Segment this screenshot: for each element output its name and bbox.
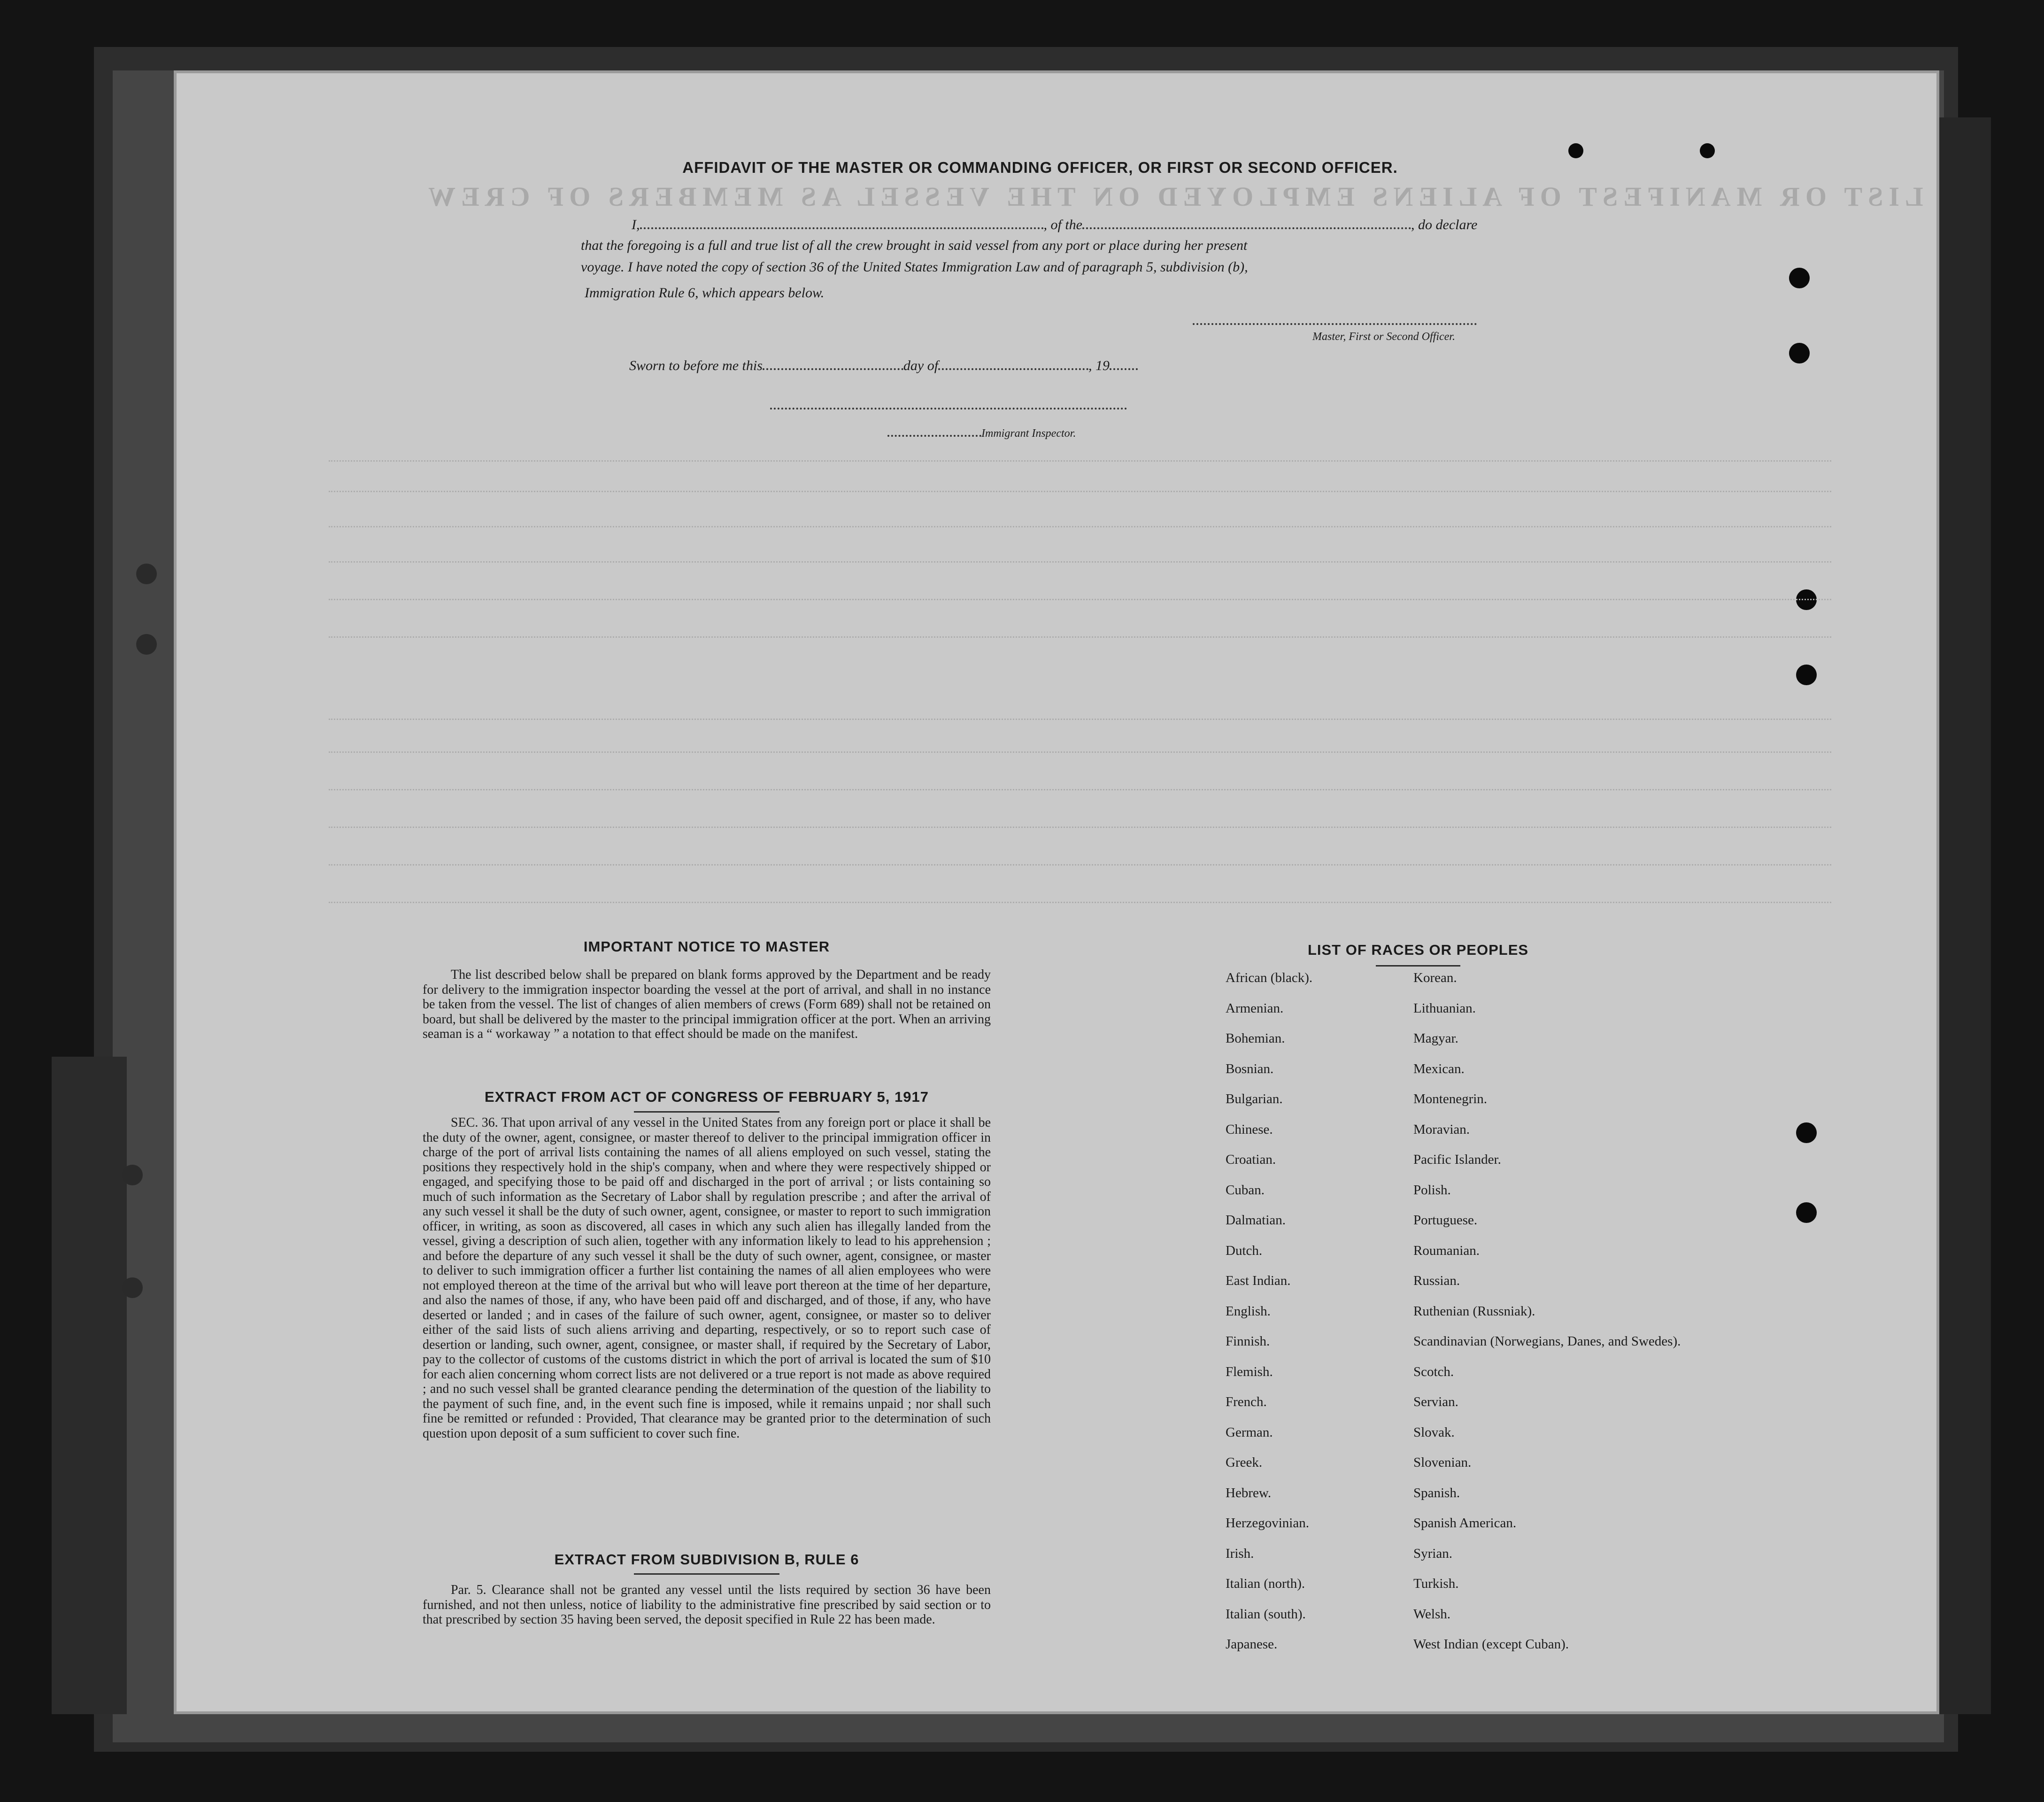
race-item: Portuguese. xyxy=(1413,1213,1478,1228)
race-item: Bohemian. xyxy=(1226,1031,1285,1046)
vessel-blank xyxy=(1082,218,1411,229)
race-item: Slovenian. xyxy=(1413,1455,1472,1470)
race-item: Italian (south). xyxy=(1226,1606,1306,1622)
race-item: Korean. xyxy=(1413,970,1457,985)
punch-hole xyxy=(1568,143,1583,158)
race-item: Montenegrin. xyxy=(1413,1091,1488,1106)
page-edges-left xyxy=(52,1057,127,1714)
race-item: Armenian. xyxy=(1226,1000,1284,1016)
punch-hole xyxy=(136,634,157,655)
inspector-blank xyxy=(887,428,981,437)
race-item: Magyar. xyxy=(1413,1031,1458,1046)
race-item: Turkish. xyxy=(1413,1576,1459,1591)
sworn-line xyxy=(629,358,1138,374)
rule-extract-body: Par. 5. Clearance shall not be granted any vessel until the lists required by section 36 have been furnished, and not then unless, notice of liability to the administrative fine prescribed by said section or to that prescribed by section 35 having been served, the deposit specified in Rule 22 has been made. xyxy=(423,1583,991,1627)
race-item: Slovak. xyxy=(1413,1424,1455,1440)
punch-hole xyxy=(1796,1122,1817,1143)
race-item: English. xyxy=(1226,1303,1271,1319)
race-item: French. xyxy=(1226,1394,1267,1409)
bleed-through-row xyxy=(329,827,1831,836)
affidavit-title: AFFIDAVIT OF THE MASTER OR COMMANDING OFFICER, OR FIRST OR SECOND OFFICER. xyxy=(682,159,1398,176)
race-item: Finnish. xyxy=(1226,1334,1270,1349)
day-blank xyxy=(763,359,903,370)
races-rule xyxy=(1376,965,1460,967)
affidavit-line-2: that the foregoing is a full and true list of all the crew brought in said vessel from any port or place during her present xyxy=(581,238,1248,253)
punch-hole xyxy=(122,1277,143,1298)
race-item: Spanish American. xyxy=(1413,1516,1517,1531)
races-title: LIST OF RACES OR PEOPLES xyxy=(1307,942,1529,958)
race-item: Greek. xyxy=(1226,1455,1263,1470)
bleed-through-row xyxy=(329,719,1831,728)
races-list-right xyxy=(1413,971,1681,1668)
race-item: Pacific Islander. xyxy=(1413,1152,1501,1167)
race-item: Moravian. xyxy=(1413,1121,1470,1137)
race-item: Servian. xyxy=(1413,1394,1458,1409)
affidavit-line-3: voyage. I have noted the copy of section 36 of the United States Immigration Law and of paragraph 5, subdivision (b), xyxy=(581,259,1248,275)
punch-hole xyxy=(1789,343,1810,363)
race-item: Dutch. xyxy=(1226,1243,1263,1258)
race-item: Lithuanian. xyxy=(1413,1000,1476,1016)
race-item: Scandinavian (Norwegians, Danes, and Swedes). xyxy=(1413,1334,1681,1349)
punch-hole xyxy=(1796,1202,1817,1223)
punch-hole xyxy=(136,564,157,584)
race-item: Ruthenian (Russniak). xyxy=(1413,1303,1535,1319)
race-item: Italian (north). xyxy=(1226,1576,1305,1591)
race-item: West Indian (except Cuban). xyxy=(1413,1637,1569,1652)
inspector-line xyxy=(887,427,1076,440)
signature-label: Master, First or Second Officer. xyxy=(1312,331,1455,343)
bleed-through-row xyxy=(329,599,1831,609)
race-item: Bulgarian. xyxy=(1226,1091,1283,1106)
month-blank xyxy=(938,359,1088,370)
race-item: Russian. xyxy=(1413,1273,1460,1288)
notice-title: IMPORTANT NOTICE TO MASTER xyxy=(583,938,830,955)
race-item: Flemish. xyxy=(1226,1364,1273,1379)
bleed-through-row xyxy=(329,751,1831,761)
rule-extract-title: EXTRACT FROM SUBDIVISION B, RULE 6 xyxy=(554,1551,859,1568)
affidavit-line-4: Immigration Rule 6, which appears below. xyxy=(585,285,825,301)
bleed-through-row xyxy=(329,491,1831,501)
bleed-through-row xyxy=(329,789,1831,799)
race-item: East Indian. xyxy=(1226,1273,1291,1288)
race-item: Polish. xyxy=(1413,1182,1451,1198)
sworn-day-of: day of xyxy=(903,358,939,373)
race-item: Chinese. xyxy=(1226,1121,1273,1137)
race-item: Mexican. xyxy=(1413,1061,1465,1076)
punch-hole xyxy=(1796,665,1817,685)
race-item: Spanish. xyxy=(1413,1485,1460,1500)
race-item: Japanese. xyxy=(1226,1637,1278,1652)
sworn-year: , 19 xyxy=(1088,358,1110,373)
race-item: African (black). xyxy=(1226,970,1313,985)
bleed-through-row xyxy=(329,636,1831,646)
inspector-signature-line xyxy=(770,408,1127,410)
race-item: Syrian. xyxy=(1413,1546,1452,1561)
bleed-through-row xyxy=(329,864,1831,874)
inspector-label: Immigrant Inspector. xyxy=(981,427,1076,440)
signature-line xyxy=(1193,323,1477,325)
year-blank xyxy=(1110,359,1138,370)
notice-body: The list described below shall be prepared on blank forms approved by the Department and be ready for delivery to the immigration inspector boarding the vessel at the port of arrival, and shall in no instance be taken from the vessel. The list of changes of alien members of crews (Form 689) shall not be retained on board, but shall be delivered by the master to the principal immigration officer at the port. When an arriving seaman is a “ workaway ” a notation to that effect should be made on the manifest. xyxy=(423,967,991,1041)
race-item: Bosnian. xyxy=(1226,1061,1274,1076)
bleed-through-row xyxy=(329,902,1831,912)
race-item: Welsh. xyxy=(1413,1606,1451,1622)
races-list-left xyxy=(1226,971,1312,1668)
affidavit-declare: , do declare xyxy=(1411,217,1478,232)
punch-hole xyxy=(1700,143,1715,158)
punch-hole xyxy=(122,1165,143,1185)
race-item: Roumanian. xyxy=(1413,1243,1480,1258)
race-item: Cuban. xyxy=(1226,1182,1265,1198)
race-item: Dalmatian. xyxy=(1226,1213,1286,1228)
bleed-through-header: LIST OR MANIFEST OF ALIENS EMPLOYED ON THE VESSEL AS MEMBERS OF CREW xyxy=(423,181,1923,212)
bleed-through-row xyxy=(329,460,1831,470)
sworn-before-me: Sworn to before me this xyxy=(629,358,763,373)
bleed-through-row xyxy=(329,561,1831,571)
race-item: Hebrew. xyxy=(1226,1485,1272,1500)
name-blank xyxy=(640,218,1044,229)
bleed-through-row xyxy=(329,526,1831,536)
race-item: Herzegovinian. xyxy=(1226,1516,1309,1531)
race-item: German. xyxy=(1226,1424,1273,1440)
affidavit-of-the: , of the xyxy=(1043,217,1082,232)
race-item: Scotch. xyxy=(1413,1364,1454,1379)
affidavit-declaration-line xyxy=(632,217,1477,233)
affidavit-i: I, xyxy=(632,217,640,232)
race-item: Croatian. xyxy=(1226,1152,1276,1167)
race-item: Irish. xyxy=(1226,1546,1254,1561)
act-extract-title: EXTRACT FROM ACT OF CONGRESS OF FEBRUARY 5, 1917 xyxy=(485,1089,929,1105)
section-rule xyxy=(634,1111,779,1113)
section-rule xyxy=(634,1573,779,1575)
punch-hole xyxy=(1789,268,1810,288)
act-extract-body: SEC. 36. That upon arrival of any vessel in the United States from any foreign port or place it shall be the duty of the owner, agent, consignee, or master thereof to deliver to the principal immigration officer in charge of the port of arrival lists containing the names of all aliens employed on such vessel, stating the positions they respectively hold in the ship's company, when and where they were respectively shipped or engaged, and specifying those to be paid off and discharged in the port of arrival ; or lists containing so much of such information as the Secretary of Labor shall by regulation prescribe ; and after the arrival of any such vessel it shall be the duty of such owner, agent, consignee, or master to report to such immigration officer, in writing, as soon as discovered, all cases in which any such alien has illegally landed from the vessel, giving a description of such alien, together with any information likely to lead to his apprehension ; and before the departure of any such vessel it shall be the duty of such owner, agent, consignee, or master to deliver to such immigration officer a further list containing the names of all alien employees who were not employed thereon at the time of the arrival but who will leave port thereon at the time of her departure, and also the names of those, if any, who have been paid off and discharged, and of those, if any, who have deserted or landed ; and in cases of the failure of such owner, agent, consignee, or master so to deliver either of the said lists of such aliens arriving and departing, respectively, or so to report such case of desertion or landing, such owner, agent, consignee, or master shall, if required by the Secretary of Labor, pay to the collector of customs of the customs district in which the port of arrival is located the sum of $10 for each alien concerning whom correct lists are not delivered or a true report is not made as above required ; and no such vessel shall be granted clearance pending the determination of the question of the liability to the payment of such fine, and, in the event such fine is imposed, while it remains unpaid ; nor shall such fine be remitted or refunded : Provided, That clearance may be granted prior to the determination of such question upon deposit of a sum sufficient to cover such fine. xyxy=(423,1115,991,1441)
